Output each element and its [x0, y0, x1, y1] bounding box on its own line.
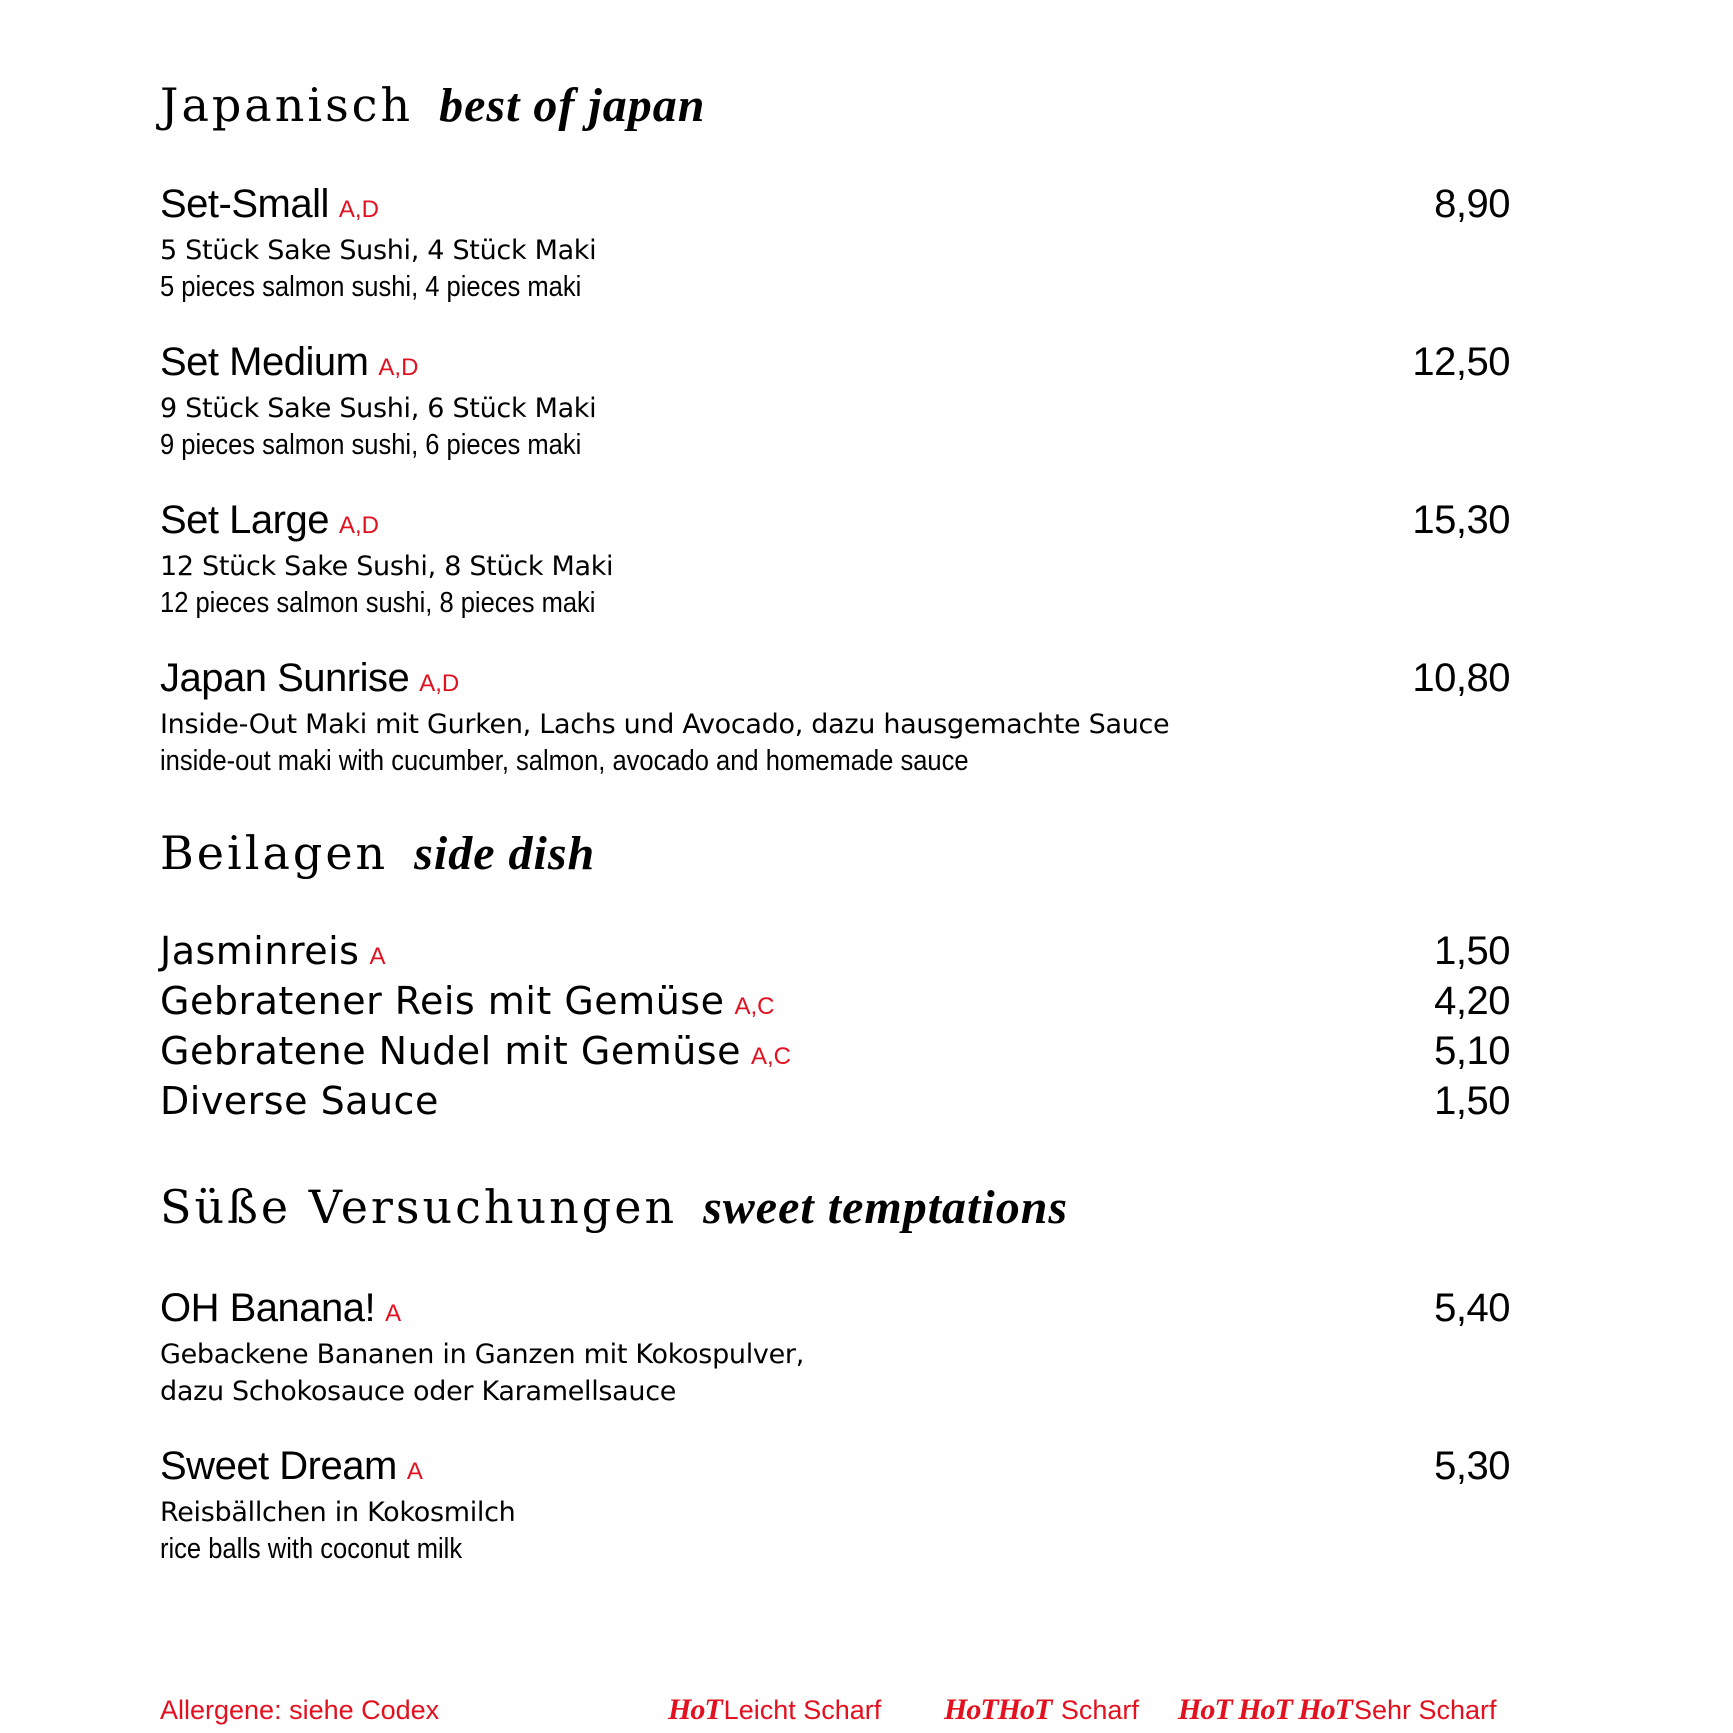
section-title-sides	[160, 826, 595, 881]
item-name: Gebratene Nudel mit Gemüse	[160, 1029, 741, 1073]
item-description-de: Inside-Out Maki mit Gurken, Lachs und Avocado, dazu hausgemachte Sauce	[160, 709, 1170, 740]
item-price: 12,50	[1412, 340, 1510, 384]
item-price: 4,20	[1434, 979, 1510, 1023]
menu-item-sweet-dream	[160, 1444, 1510, 1568]
section-title-de: Japanisch	[160, 78, 414, 132]
item-name: OH Banana!	[160, 1286, 376, 1330]
item-name: Japan Sunrise	[160, 656, 410, 700]
item-description-en: 9 pieces salmon sushi, 6 pieces maki	[160, 429, 582, 461]
item-name: Jasminreis	[160, 929, 360, 973]
section-title-sweets	[160, 1180, 1068, 1235]
item-name: Diverse Sauce	[160, 1079, 439, 1123]
item-name: Gebratener Reis mit Gemüse	[160, 979, 725, 1023]
section-title-de: Süße Versuchungen	[160, 1180, 678, 1234]
chili-hot-icon: HoTHoT	[944, 1693, 1052, 1726]
item-name: Set-Small	[160, 182, 329, 226]
menu-page	[160, 0, 1510, 1733]
item-price: 1,50	[1434, 929, 1510, 973]
section-title-japan	[160, 78, 705, 133]
item-name: Set Large	[160, 498, 329, 542]
allergen-codes: A,C	[750, 1043, 791, 1070]
item-description-en: rice balls with coconut milk	[160, 1533, 463, 1565]
allergen-codes: A,D	[419, 670, 460, 697]
item-price: 5,30	[1434, 1444, 1510, 1488]
heat-level-very-hot	[1178, 1690, 1497, 1730]
item-price: 10,80	[1412, 656, 1510, 700]
menu-item-set-large	[160, 498, 1510, 622]
allergen-codes: A,D	[338, 512, 379, 539]
side-item-jasminreis	[160, 926, 1510, 976]
heat-label: Scharf	[1060, 1695, 1139, 1725]
item-name: Set Medium	[160, 340, 369, 384]
item-description-de-line2: dazu Schokosauce oder Karamellsauce	[160, 1376, 677, 1407]
side-item-diverse-sauce	[160, 1076, 1510, 1126]
menu-item-oh-banana	[160, 1286, 1510, 1410]
chili-hot-icon: HoT	[668, 1693, 722, 1726]
allergen-codes: A,D	[378, 354, 419, 381]
menu-item-set-medium	[160, 340, 1510, 464]
item-name: Sweet Dream	[160, 1444, 397, 1488]
section-title-en: sweet temptations	[703, 1181, 1069, 1234]
item-description-en: 5 pieces salmon sushi, 4 pieces maki	[160, 271, 582, 303]
heat-level-mild	[668, 1690, 881, 1730]
allergen-codes: A	[385, 1300, 402, 1327]
allergen-note: Allergene: siehe Codex	[160, 1695, 440, 1725]
menu-item-japan-sunrise	[160, 656, 1510, 780]
item-price: 5,10	[1434, 1029, 1510, 1073]
item-description-de: Gebackene Bananen in Ganzen mit Kokospulver,	[160, 1339, 804, 1370]
heat-label: Leicht Scharf	[723, 1695, 882, 1725]
item-description-de: 9 Stück Sake Sushi, 6 Stück Maki	[160, 393, 597, 424]
heat-label: Sehr Scharf	[1353, 1695, 1497, 1725]
menu-footer	[160, 1690, 1510, 1730]
section-title-en: best of japan	[439, 79, 706, 132]
chili-hot-icon: HoT HoT HoT	[1178, 1693, 1352, 1726]
allergen-codes: A	[369, 943, 386, 970]
item-description-en: 12 pieces salmon sushi, 8 pieces maki	[160, 587, 596, 619]
item-description-en: inside-out maki with cucumber, salmon, avocado and homemade sauce	[160, 745, 969, 777]
item-description-de: 5 Stück Sake Sushi, 4 Stück Maki	[160, 235, 597, 266]
heat-level-hot	[944, 1690, 1139, 1730]
side-item-gebratene-nudel	[160, 1026, 1510, 1076]
item-price: 15,30	[1412, 498, 1510, 542]
item-price: 8,90	[1434, 182, 1510, 226]
item-price: 5,40	[1434, 1286, 1510, 1330]
item-price: 1,50	[1434, 1079, 1510, 1123]
menu-item-set-small	[160, 182, 1510, 306]
allergen-codes: A	[406, 1458, 423, 1485]
allergen-codes: A,C	[734, 993, 775, 1020]
allergen-codes: A,D	[338, 196, 379, 223]
item-description-de: Reisbällchen in Kokosmilch	[160, 1497, 516, 1528]
section-title-en: side dish	[414, 827, 596, 880]
side-item-gebratener-reis	[160, 976, 1510, 1026]
section-title-de: Beilagen	[160, 826, 389, 880]
item-description-de: 12 Stück Sake Sushi, 8 Stück Maki	[160, 551, 614, 582]
